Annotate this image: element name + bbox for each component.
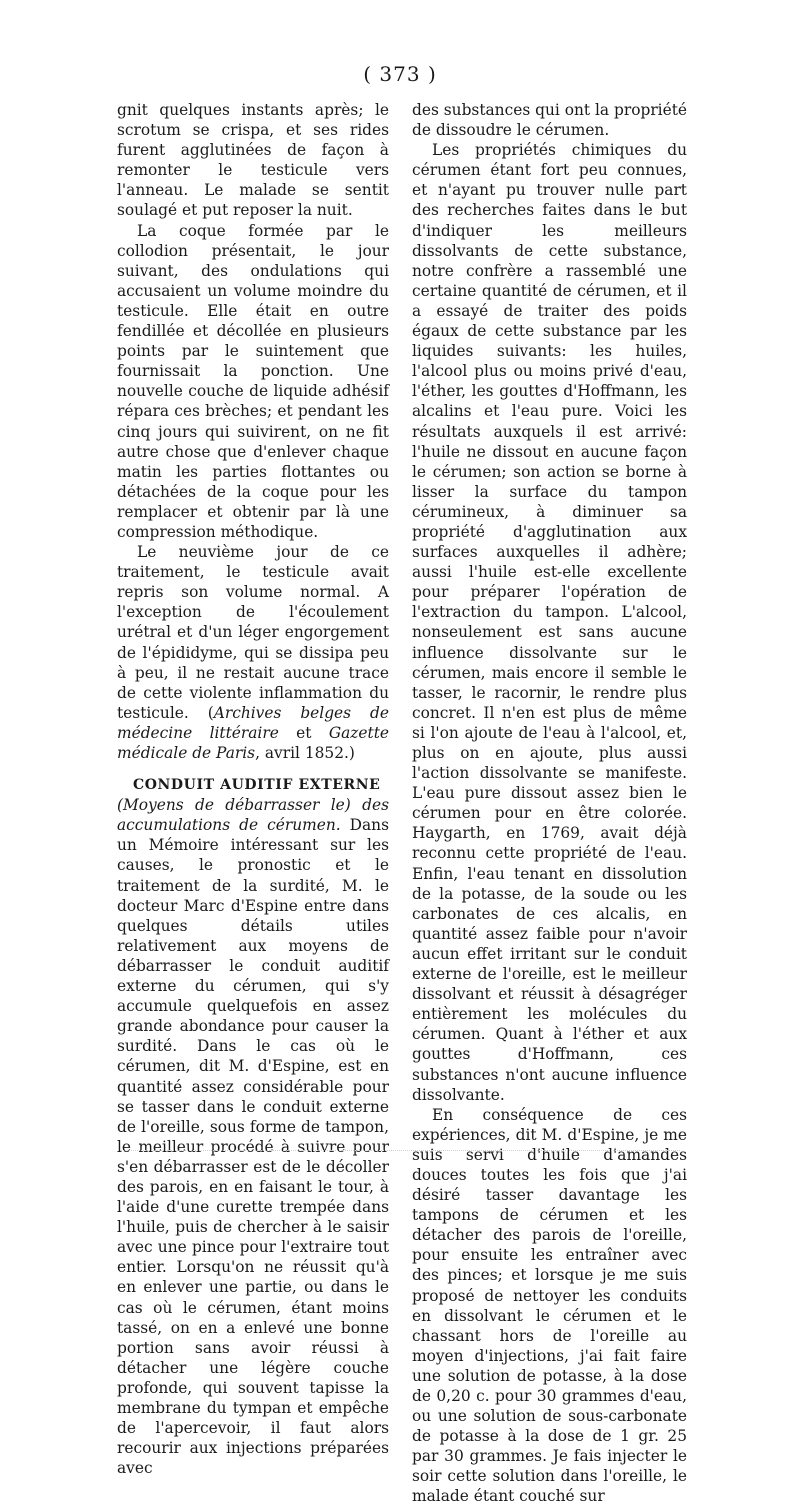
paragraph-text: Le neuvième jour de ce traitement, le testicule avait repris son volume normal. A l'exception de l'écoulement urétral et d'un léger engorgement de l'épididyme, qui se dissipa peu à peu, il ne restait aucune trace de cette violente inflammation du testicule. ( — [117, 543, 389, 722]
paragraph: Les propriétés chimiques du cérumen étant fort peu connues, et n'ayant pu trouver nulle part des recherches faites dans le but d'indiquer les meilleurs dissolvants de cette substance, notre confrère a rassemblé une certaine quantité de cérumen, et il a essayé de traiter des poids égaux de cette substance par les liquides suivants: les huiles, l'alcool plus ou moins privé d'eau, l'éther, les gouttes d'Hoffmann, les alcalins et l'eau pure. Voici les résultats auxquels il est arrivé: l'huile ne dissout en aucune façon le cérumen; son action se borne à lisser la surface du tampon cérumineux, à diminuer sa propriété d'agglutination aux surfaces auxquelles il adhère; aussi l'huile est-elle excellente pour préparer l'opération de l'extraction du tampon. L'alcool, nonseulement est sans aucune influence dissolvante sur le cérumen, mais encore il semble le tasser, le racornir, le rendre plus concret. Il n'en est plus de même si l'on ajoute de l'eau à l'alcool, et, plus on en ajoute, plus aussi l'action dissolvante se manifeste. L'eau pure dissout assez bien le cérumen pour en être colorée. Haygarth, en 1769, avait déjà reconnu cette propriété de l'eau. Enfin, l'eau tenant en dissolution de la potasse, de la soude ou les carbonates de ces alcalis, en quantité assez faible pour n'avoir aucun effet irritant sur le conduit externe de l'oreille, est le meilleur dissolvant et réussit à désagréger entièrement les molécules du cérumen. Quant à l'éther et aux gouttes d'Hoffmann, ces substances n'ont aucune influence dissolvante. — [412, 141, 687, 1104]
right-column — [412, 100, 687, 1507]
paragraph: des substances qui ont la propriété de dissoudre le cérumen. — [412, 101, 687, 140]
paragraph-with-citation — [117, 542, 389, 763]
paragraph: En conséquence de ces expériences, dit M. d'Espine, je me suis servi d'huile d'amandes douces toutes les fois que j'ai désiré tasser davantage les tampons de cérumen et les détacher des parois de l'oreille, pour ensuite les entraîner avec des pinces; et lorsque je me suis proposé de nettoyer les conduits en dissolvant le cérumen et le chassant hors de l'oreille au moyen d'injections, j'ai fait faire une solution de potasse, à la dose de 0,20 c. pour 30 grammes d'eau, ou une solution de sous-carbonate de potasse à la dose de 1 gr. 25 par 30 grammes. Je fais injecter le soir cette solution dans l'oreille, le malade étant couché sur — [412, 1105, 687, 1506]
paragraph: gnit quelques instants après; le scrotum se crispa, et ses rides furent agglutinées de façon à remonter le testicule vers l'anneau. Le malade se sentit soulagé et put reposer la nuit. — [117, 101, 389, 220]
citation-source: Gazette médicale de Paris — [117, 723, 389, 762]
section-heading: CONDUIT AUDITIF EXTERNE — [133, 777, 381, 794]
left-column — [117, 100, 389, 1478]
citation-date: , avril 1852.) — [255, 744, 355, 762]
citation-source: Archives belges de médecine littéraire — [117, 703, 389, 742]
paragraph: La coque formée par le collodion présentait, le jour suivant, des ondulations qui accusaient un volume moindre du testicule. Elle était en outre fendillée et décollée en plusieurs points par le suintement que fournissait la ponction. Une nouvelle couche de liquide adhésif répara ces brèches; et pendant les cinq jours qui suivirent, on ne fit autre chose que d'enlever chaque matin les parties flottantes ou détachées de la coque pour les remplacer et obtenir par là une compression méthodique. — [117, 221, 389, 541]
citation-conjunction: et — [278, 723, 329, 742]
section-paragraph — [117, 795, 389, 1478]
bottom-rule — [120, 1150, 680, 1151]
page-number: ( 373 ) — [363, 62, 437, 86]
section-text: Dans un Mémoire intéressant sur les causes, le pronostic et le traitement de la surdité, M. le docteur Marc d'Espine entre dans quelques détails utiles relativement aux moyens de débarrasser le conduit auditif externe du cérumen, qui s'y accumule quelquefois en assez grande abondance pour causer la surdité. Dans le cas où le cérumen, dit M. d'Espine, est en quantité assez considérable pour se tasser dans le conduit externe de l'oreille, sous forme de tampon, le meilleur procédé à suivre pour s'en débarrasser est de le décoller des parois, en en faisant le tour, à l'aide d'une curette trempée dans l'huile, puis de chercher à le saisir avec une pince pour l'extraire tout entier. Lorsqu'on ne réussit qu'à en enlever une partie, ou dans le cas où le cérumen, étant moins tassé, on en a enlevé une bonne portion sans avoir réussi à détacher une légère couche profonde, qui souvent tapisse la membrane du tympan et empêche de l'apercevoir, il faut alors recourir aux injections préparées avec — [117, 816, 389, 1478]
section-subtitle: (Moyens de débarrasser le) des accumulations de cérumen. — [117, 796, 389, 835]
